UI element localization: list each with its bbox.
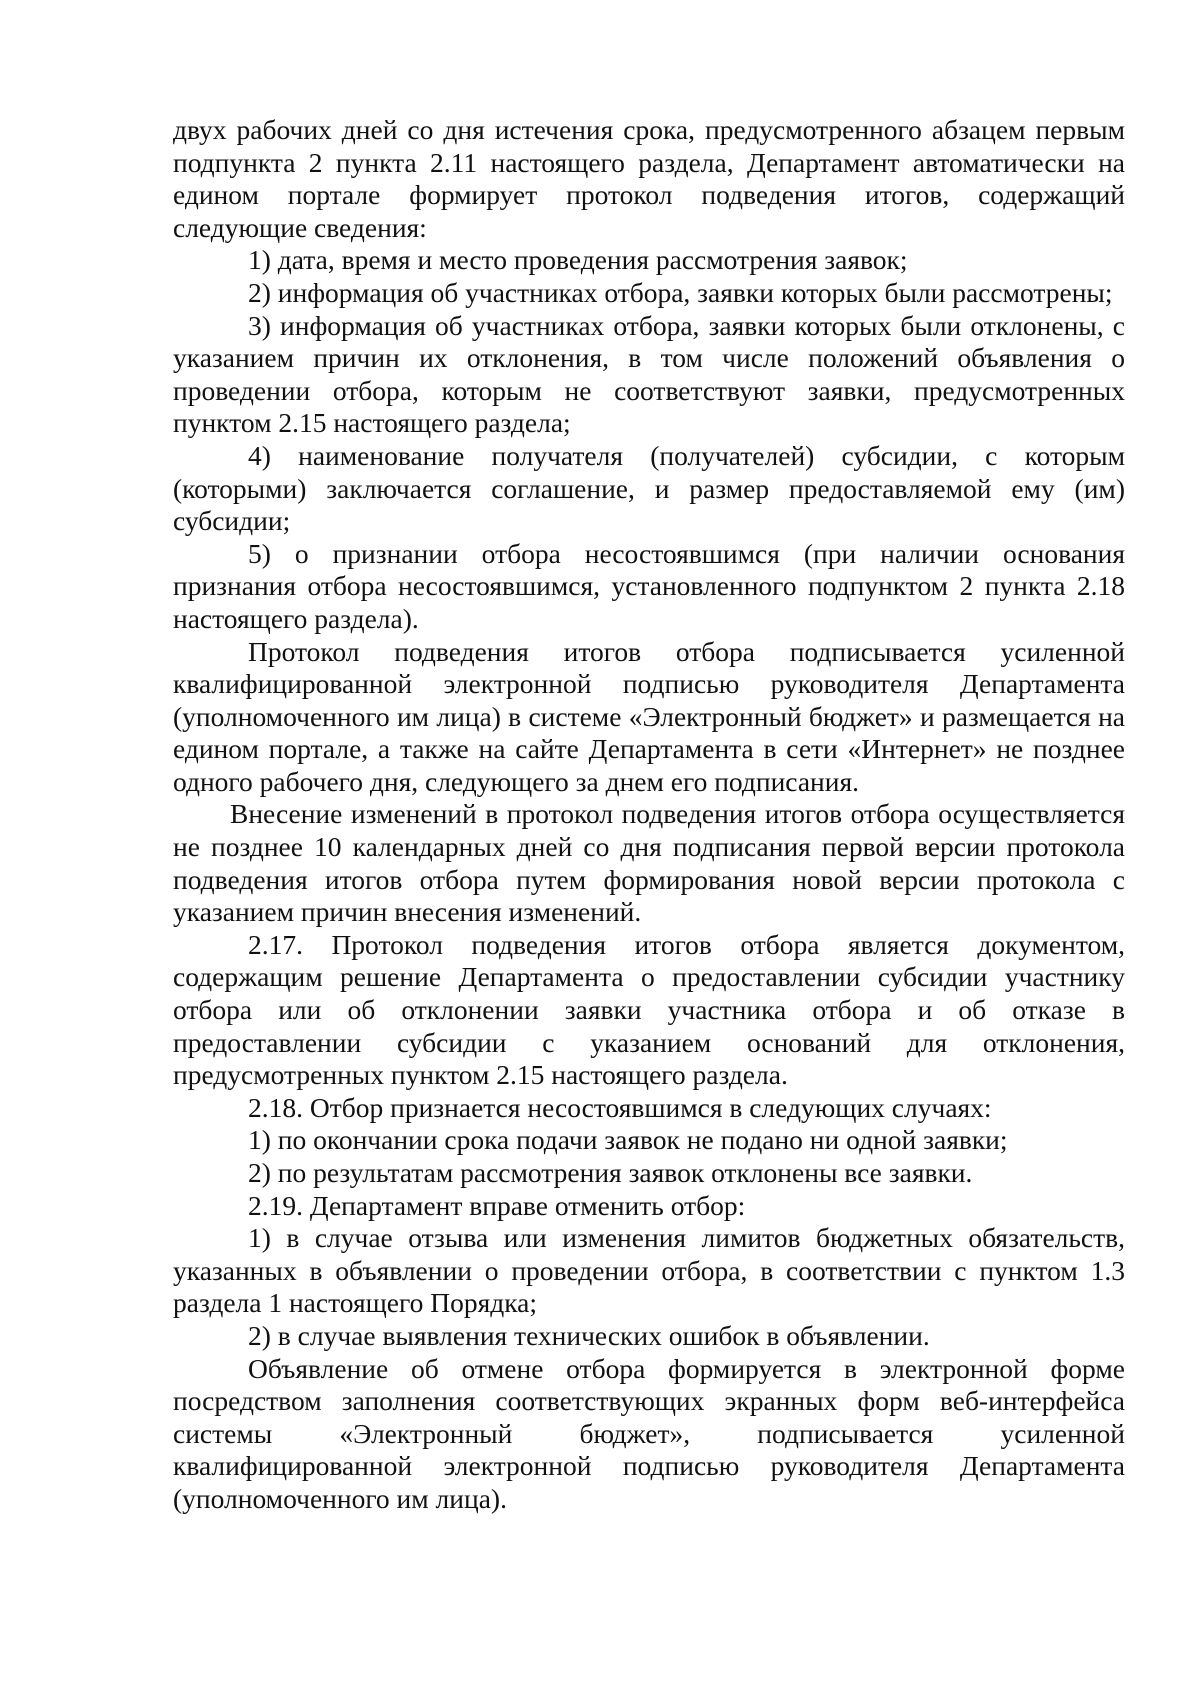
document-page (173, 114, 1125, 1516)
paragraph-2-17: 2.17. Протокол подведения итогов отбора является документом, содержащим решение Департамента о предоставлении субсидии участнику отбора или об отклонении заявки участника отбора и об отказе в предоставлении субсидии с указанием оснований для отклонения, предусмотренных пунктом 2.15 настоящего раздела. (173, 928, 1125, 1091)
list-item-reviewed-participants: 2) информация об участниках отбора, заявки которых были рассмотрены; (248, 276, 1113, 308)
list-item-failed-selection: 5) о признании отбора несостоявшимся (при наличии основания признания отбора несостоявшимся, установленного подпунктом 2 пункта 2.18 настоящего раздела). (173, 537, 1125, 634)
paragraph-protocol-signing: Протокол подведения итогов отбора подписывается усиленной квалифицированной электронной подписью руководителя Департамента (уполномоченного им лица) в системе «Электронный бюджет» и размещается на едином портале, а также на сайте Департамента в сети «Интернет» не позднее одного рабочего дня, следующего за днем его подписания. (173, 635, 1125, 797)
list-item-all-rejected: 2) по результатам рассмотрения заявок отклонены все заявки. (248, 1157, 973, 1188)
list-item-date-time-place: 1) дата, время и место проведения рассмотрения заявок; (248, 244, 908, 276)
list-item-limits-change: 1) в случае отзыва или изменения лимитов бюджетных обязательств, указанных в объявлении о проведении отбора, в соответствии с пунктом 1.3 раздела 1 настоящего Порядка; (173, 1222, 1125, 1319)
list-item-technical-errors: 2) в случае выявления технических ошибок в объявлении. (248, 1319, 930, 1351)
paragraph-cancellation-notice: Объявление об отмене отбора формируется в электронной форме посредством заполнения соответствующих экранных форм веб-интерфейса системы «Электронный бюджет», подписывается усиленной квалифицированной электронной подписью руководителя Департамента (уполномоченного им лица). (173, 1352, 1125, 1514)
list-item-no-applications: 1) по окончании срока подачи заявок не подано ни одной заявки; (248, 1124, 1008, 1156)
list-item-rejected-participants: 3) информация об участниках отбора, заявки которых были отклонены, с указанием причин их отклонения, в том числе положений объявления о проведении отбора, которым не соответствуют заявки, предусмотренных пунктом 2.15 настоящего раздела; (173, 309, 1125, 439)
paragraph-continuation: двух рабочих дней со дня истечения срока, предусмотренного абзацем первым подпункта 2 пункта 2.11 настоящего раздела, Департамент автоматически на едином портале формирует протокол подведения итогов, содержащий следующие сведения: (173, 114, 1125, 243)
paragraph-2-18: 2.18. Отбор признается несостоявшимся в следующих случаях: (248, 1091, 992, 1123)
list-item-recipient-name: 4) наименование получателя (получателей) субсидии, с которым (которыми) заключается соглашение, и размер предоставляемой ему (им) субсидии; (173, 439, 1125, 537)
paragraph-2-19: 2.19. Департамент вправе отменить отбор: (248, 1189, 746, 1221)
paragraph-protocol-changes: Внесение изменений в протокол подведения итогов отбора осуществляется не позднее 10 календарных дней со дня подписания первой версии протокола подведения итогов отбора путем формирования новой версии протокола с указанием причин внесения изменений. (173, 798, 1125, 928)
